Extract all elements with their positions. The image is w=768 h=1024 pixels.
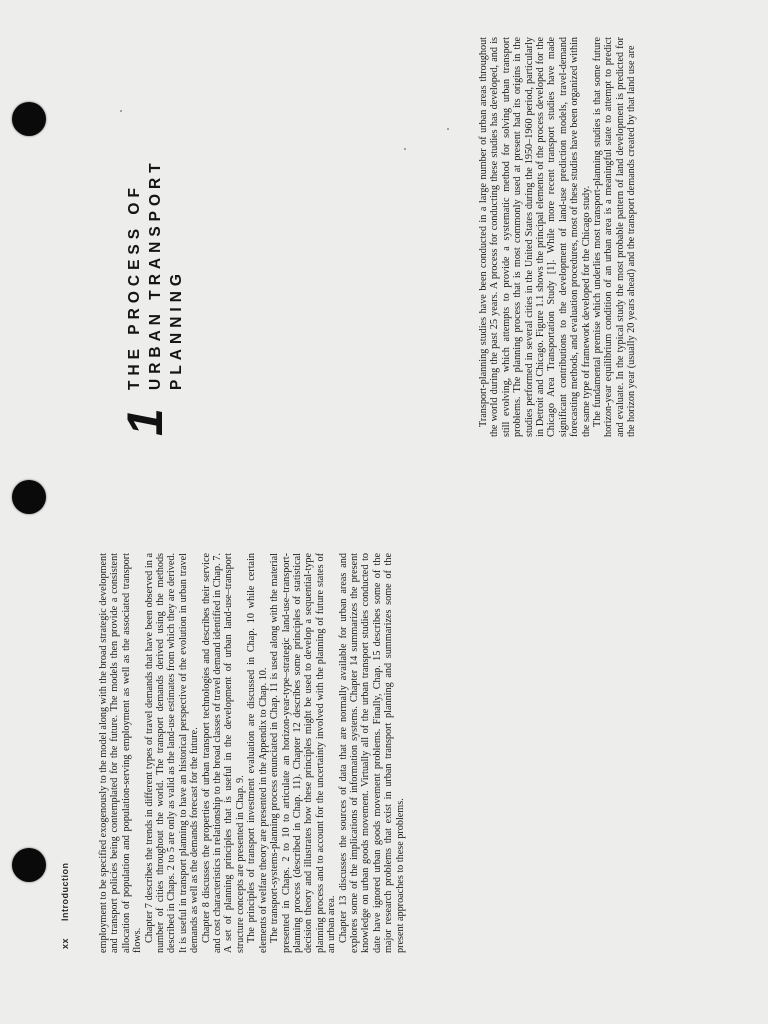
running-head: [60, 862, 70, 949]
left-body-text: [98, 553, 406, 953]
paragraph: Transport-planning studies have been conducted in a large number of urban areas throughout the world during the past 25 years. A process for conducting these studies has developed, and is still evolving, which attempts to provide a systematic method for solving urban transport problems. The planning process that is most commonly used at present had its origins in the studies performed in several cities in the United States during the 1950–1960 period, particularly in Detroit and Chicago. Figure 1.1 shows the principal elements of the process developed for the Chicago Area Transportation Study [1]. While more recent transport studies have made significant contributions to the development of land-use prediction models, travel-demand forecasting methods, and evaluation procedures, most of these studies have been organized within the same type of framework developed for the Chicago study.: [478, 37, 592, 437]
chapter-title-line: THE PROCESS OF: [126, 183, 143, 390]
page-number: xx: [60, 937, 70, 949]
running-head-title: Introduction: [60, 862, 70, 921]
paragraph: The transport-systems-planning process enunciated in Chap. 11 is used along with the material presented in Chaps. 2 to 10 to articulate an horizon-year-type–strategic land-use–transport-planning process (described in Chap. 11). Chapter 12 describes some principles of statistical decision theory and illustrates how these principles might be used to develop a sequential-type planning process and to account for the uncertainty involved with the planning of future states of an urban area.: [269, 553, 338, 953]
chapter-title-line: URBAN TRANSPORT: [147, 158, 164, 390]
paragraph: Chapter 7 describes the trends in different types of travel demands that have been observed in a number of cities throughout the world. The transport demands derived using the methods described in Chaps. 2 to 5 are only as valid as the land-use estimates from which they are derived. It is useful in transport planning to have an historical perspective of the evolution in urban travel demands as well as the demands forecast for the future.: [143, 553, 201, 953]
paragraph: Chapter 8 discusses the properties of urban transport technologies and describes their service and cost characteristics in relationship to the broad classes of travel demand identified in Chap. 7. A set of planning principles that is useful in the development of urban land-use–transport structure concepts are presented in Chap. 9.: [200, 553, 246, 953]
paragraph: The principles of transport investment evaluation are discussed in Chap. 10 while certain elements of welfare theory are presented in the Appendix to Chap. 10.: [246, 553, 269, 953]
chapter-title-line: PLANNING: [168, 269, 185, 390]
paragraph: employment to be specified exogenously to the model along with the broad strategic development and transport policies being contemplated for the future. The models then provide a consistent allocation of population and population-serving employment as well as the associated transport flows.: [98, 553, 144, 953]
paragraph: Chapter 13 discusses the sources of data that are normally available for urban areas and explores some of the implications of information systems. Chapter 14 summarizes the present knowledge on urban goods movement. Virtually all of the urban transport studies conducted to date have ignored urban goods movement problems. Finally, Chap. 15 describes some of the major research problems that exist in urban transport planning and summarizes some of the present approaches to these problems.: [337, 553, 406, 953]
chapter-number: 1: [117, 408, 173, 436]
chapter-title: [124, 60, 187, 390]
paragraph: The fundamental premise which underlies most transport-planning studies is that some future horizon-year equilibrium condition of an urban area is a meaningful state to attempt to predict and evaluate. In the typical study the most probable pattern of land development is predicted for the horizon year (usually 20 years ahead) and the transport demands created by that land use are: [592, 37, 638, 437]
left-page: [0, 512, 768, 1024]
right-body-text: [478, 37, 638, 437]
